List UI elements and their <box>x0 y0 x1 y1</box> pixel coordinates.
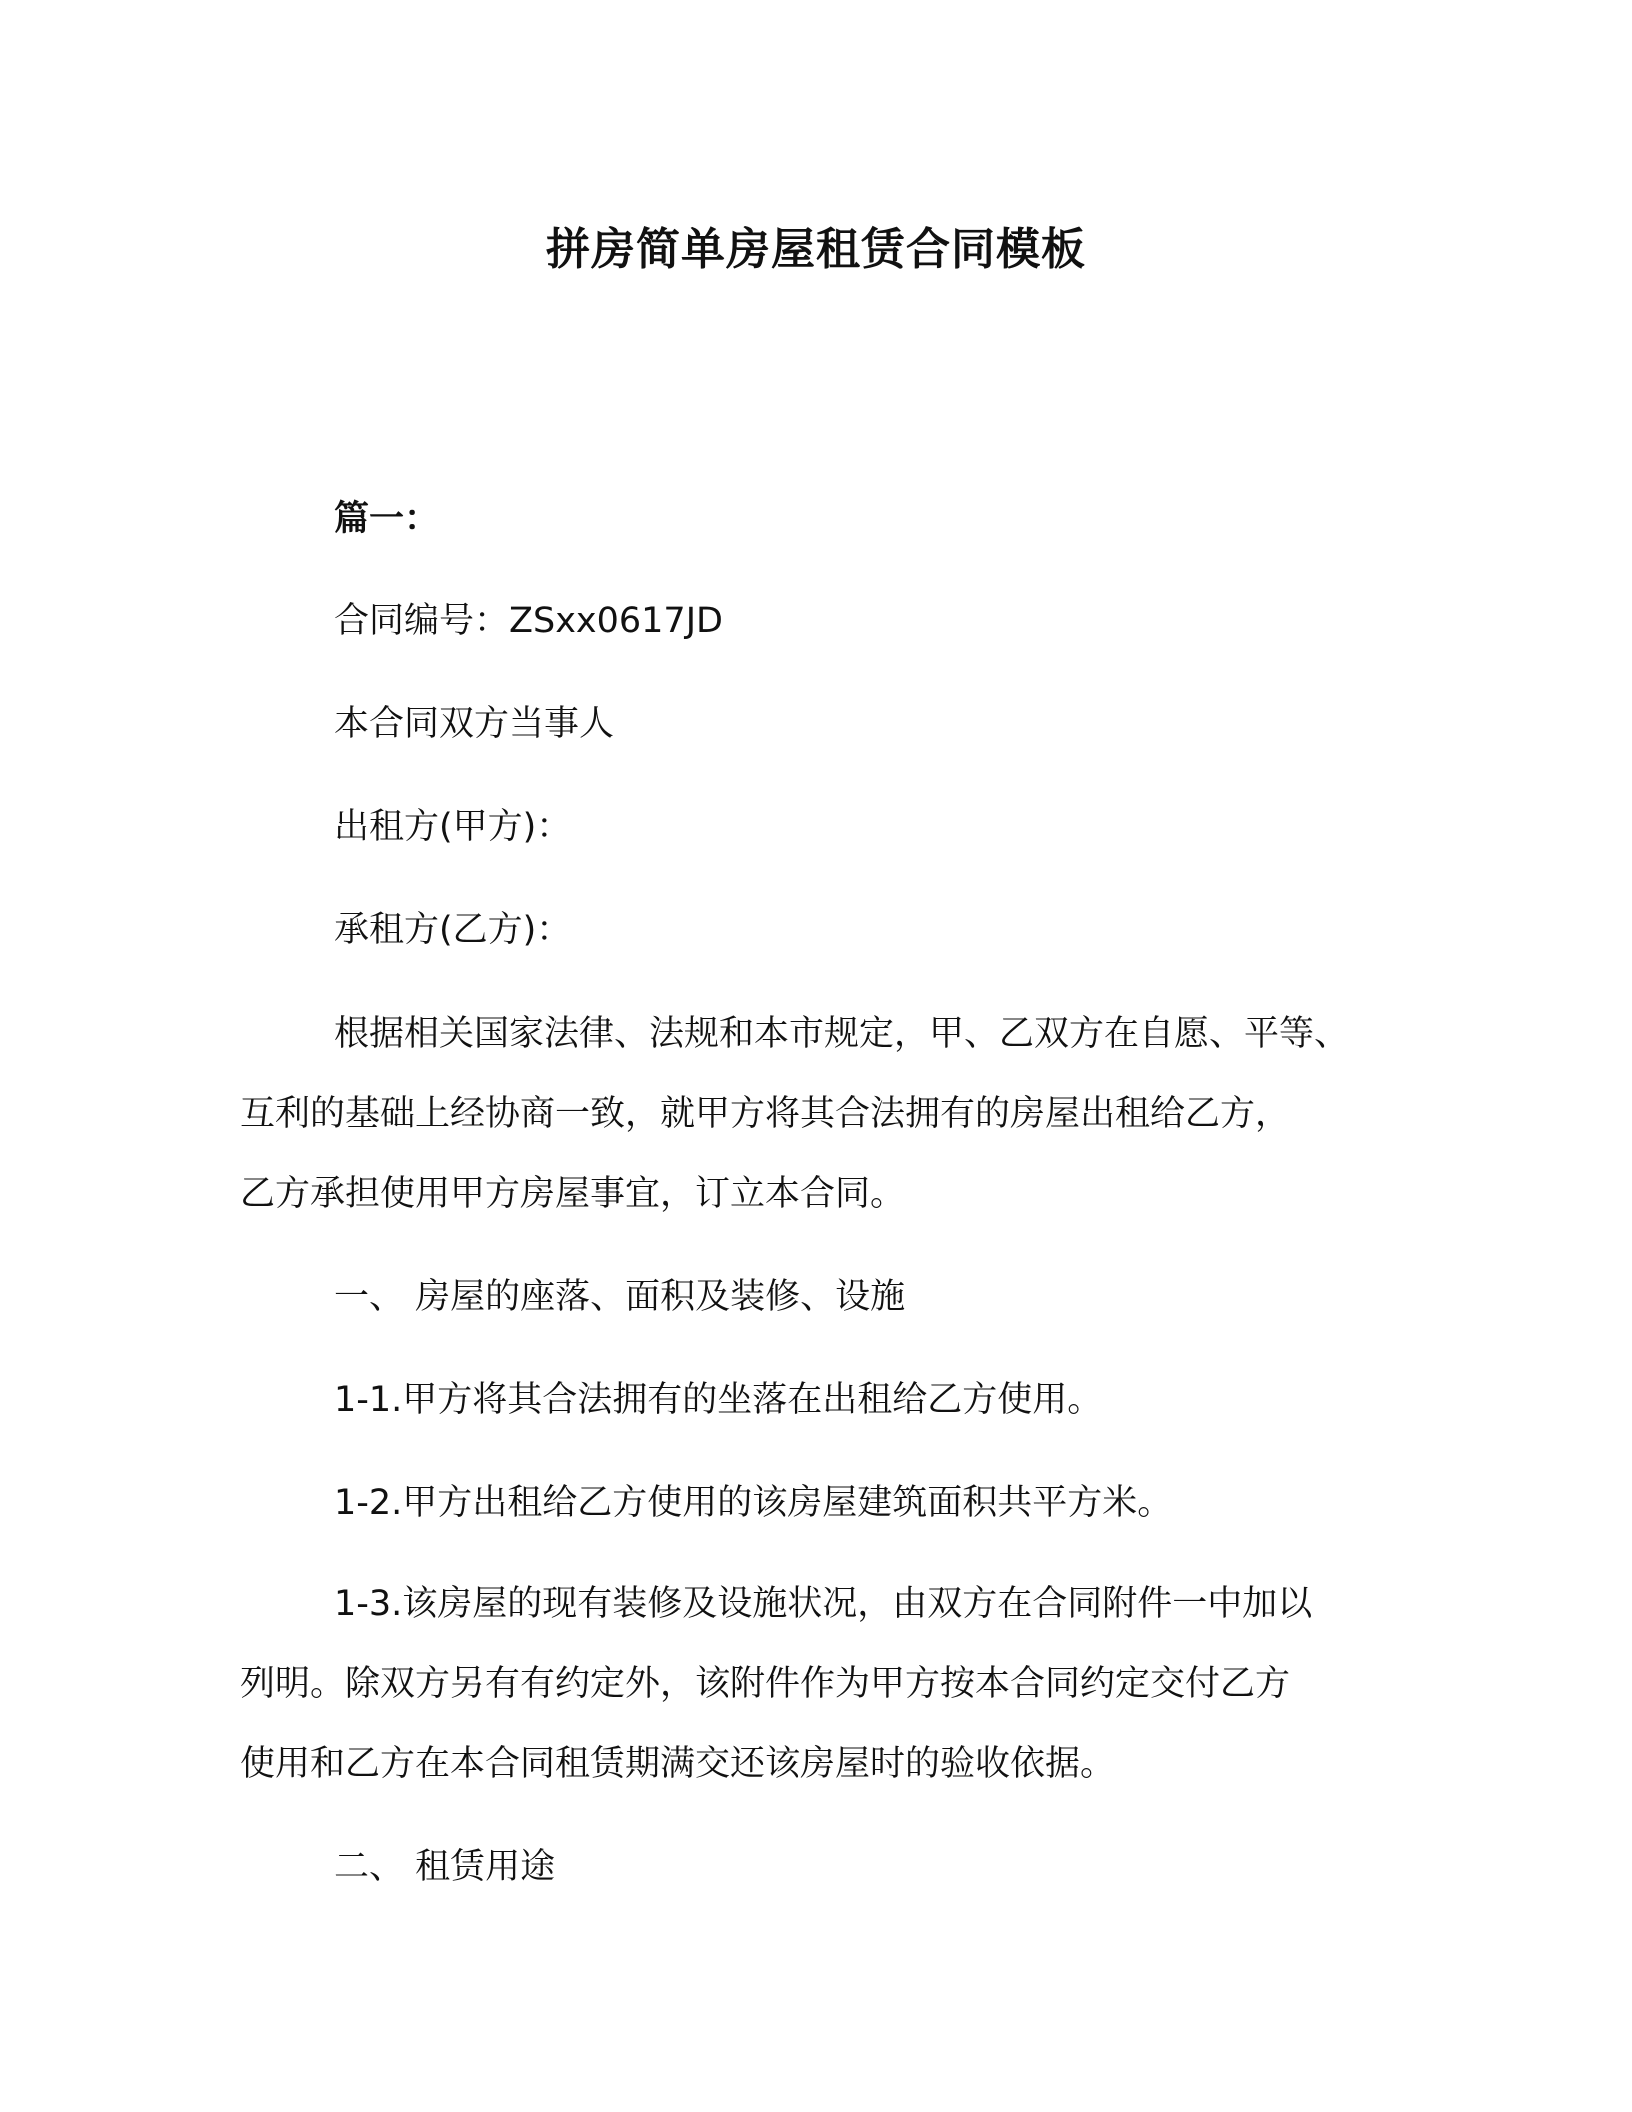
preamble-line: 根据相关国家法律、法规和本市规定，甲、乙双方在自愿、平等、 <box>334 1014 1350 1054</box>
clause-1-3-line: 1-3.该房屋的现有装修及设施状况，由双方在合同附件一中加以 <box>334 1584 1313 1624</box>
preamble-line: 互利的基础上经协商一致，就甲方将其合法拥有的房屋出租给乙方， <box>240 1094 1291 1134</box>
clause-1-3-line: 使用和乙方在本合同租赁期满交还该房屋时的验收依据。 <box>240 1744 1116 1784</box>
section-label: 篇一： <box>334 499 440 539</box>
parties-intro: 本合同双方当事人 <box>334 704 615 744</box>
article-1-heading: 一、 房屋的座落、面积及装修、设施 <box>334 1277 906 1317</box>
document-title: 拼房简单房屋租赁合同模板 <box>546 224 1086 275</box>
lessee-line: 承租方(乙方)： <box>334 910 572 950</box>
preamble-line: 乙方承担使用甲方房屋事宜，订立本合同。 <box>240 1174 906 1214</box>
clause-1-1: 1-1.甲方将其合法拥有的坐落在出租给乙方使用。 <box>334 1380 1103 1420</box>
lessor-line: 出租方(甲方)： <box>334 807 572 847</box>
contract-number: 合同编号：ZSxx0617JD <box>334 601 723 641</box>
article-2-heading: 二、 租赁用途 <box>334 1847 556 1887</box>
clause-1-2: 1-2.甲方出租给乙方使用的该房屋建筑面积共平方米。 <box>334 1483 1173 1523</box>
clause-1-3-line: 列明。除双方另有有约定外，该附件作为甲方按本合同约定交付乙方 <box>240 1664 1291 1704</box>
